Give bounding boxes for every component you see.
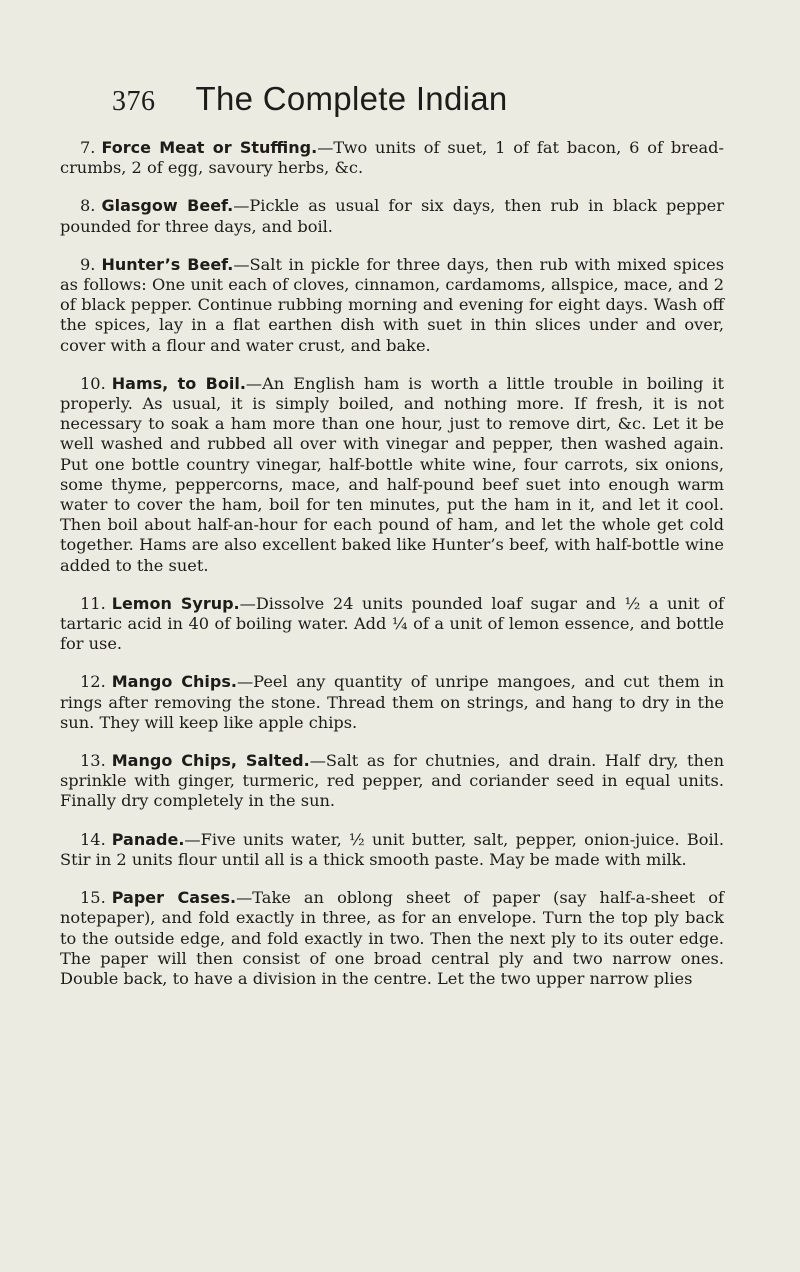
- recipe-number: 9.: [80, 254, 96, 274]
- recipe-number: 8.: [80, 196, 96, 216]
- recipe-15: [60, 888, 724, 989]
- recipe-12: [60, 672, 724, 733]
- recipe-number: 14.: [80, 829, 106, 849]
- recipe-11: [60, 594, 724, 655]
- page-header: [112, 80, 732, 120]
- recipe-heading: Lemon Syrup.: [111, 593, 240, 613]
- recipe-text: —An English ham is worth a little trouble in boiling it properly. As usual, it is simply boiled, and nothing more. If fresh, it is not necessary to soak a ham more than one hour, just to remove dirt, &c. Let it be well washed and rubbed all over with vinegar and pepper, then washed again. Put one bottle country vinegar, half-bottle white wine, four carrots, six onions, some thyme, peppercorns, mace, and half-pound beef suet into enough warm water to cover the ham, boil for ten minutes, put the ham in it, and let it cool. Then boil about half-an-hour for each pound of ham, and let the whole get cold together. Hams are also excellent baked like Hunter’s beef, with half-bottle wine added to the suet.: [60, 373, 724, 575]
- recipe-heading: Glasgow Beef.: [101, 196, 234, 216]
- recipe-heading: Panade.: [111, 829, 185, 849]
- recipe-heading: Mango Chips, Salted.: [111, 751, 310, 771]
- recipe-text: —Five units water, ½ unit butter, salt, pepper, onion-juice. Boil. Stir in 2 units flour until all is a thick smooth paste. May be made with milk.: [60, 829, 724, 869]
- recipe-number: 15.: [80, 888, 106, 908]
- recipe-text: —Dissolve 24 units pounded loaf sugar and ½ a unit of tartaric acid in 40 of boiling water. Add ¼ of a unit of lemon essence, and bottle for use.: [60, 593, 725, 654]
- recipe-number: 11.: [80, 593, 106, 613]
- recipe-10: [60, 374, 724, 576]
- recipe-heading: Mango Chips.: [111, 672, 237, 692]
- recipe-text: —Take an oblong sheet of paper (say half-a-sheet of notepaper), and fold exactly in three, as for an envelope. Turn the top ply back to the outside edge, and fold exactly in two. Then the next ply to its outer edge. The paper will then consist of one broad central ply and two narrow ones. Double back, to have a division in the centre. Let the two upper narrow plies: [60, 888, 724, 988]
- recipe-text: —Pickle as usual for six days, then rub in black pepper pounded for three days, and boil.: [60, 196, 724, 236]
- recipe-heading: Hunter’s Beef.: [101, 254, 234, 274]
- recipe-number: 13.: [80, 751, 106, 771]
- recipe-text: —Salt as for chutnies, and drain. Half dry, then sprinkle with ginger, turmeric, red pepper, and coriander seed in equal units. Finally dry completely in the sun.: [60, 751, 724, 811]
- recipe-heading: Force Meat or Stuffing.: [101, 138, 318, 157]
- recipe-9: [60, 255, 724, 356]
- recipe-text: —Two units of suet, 1 of fat bacon, 6 of bread-crumbs, 2 of egg, savoury herbs, &c.: [60, 138, 724, 178]
- recipe-14: [60, 830, 724, 870]
- recipe-7: [60, 138, 724, 178]
- recipe-number: 12.: [80, 672, 106, 692]
- page-number: 376: [112, 86, 156, 117]
- recipe-heading: Paper Cases.: [111, 888, 237, 908]
- recipe-number: 10.: [80, 373, 106, 393]
- recipe-text: —Peel any quantity of unripe mangoes, and cut them in rings after removing the stone. Thread them on strings, and hang to dry in the sun. They will keep like apple chips.: [60, 672, 725, 732]
- page-body: [60, 138, 724, 1007]
- recipe-13: [60, 751, 724, 812]
- recipe-number: 7.: [80, 138, 96, 157]
- recipe-8: [60, 196, 724, 236]
- recipe-text: —Salt in pickle for three days, then rub with mixed spices as follows: One unit each of cloves, cinnamon, cardamoms, allspice, mace, and 2 of black pepper. Continue rubbing morning and evening for eight days. Wash off the spices, lay in a flat earthen dish with suet in thin slices under and over, cover with a flour and water crust, and bake.: [60, 254, 725, 355]
- running-title: The Complete Indian: [195, 80, 508, 117]
- recipe-heading: Hams, to Boil.: [111, 373, 246, 393]
